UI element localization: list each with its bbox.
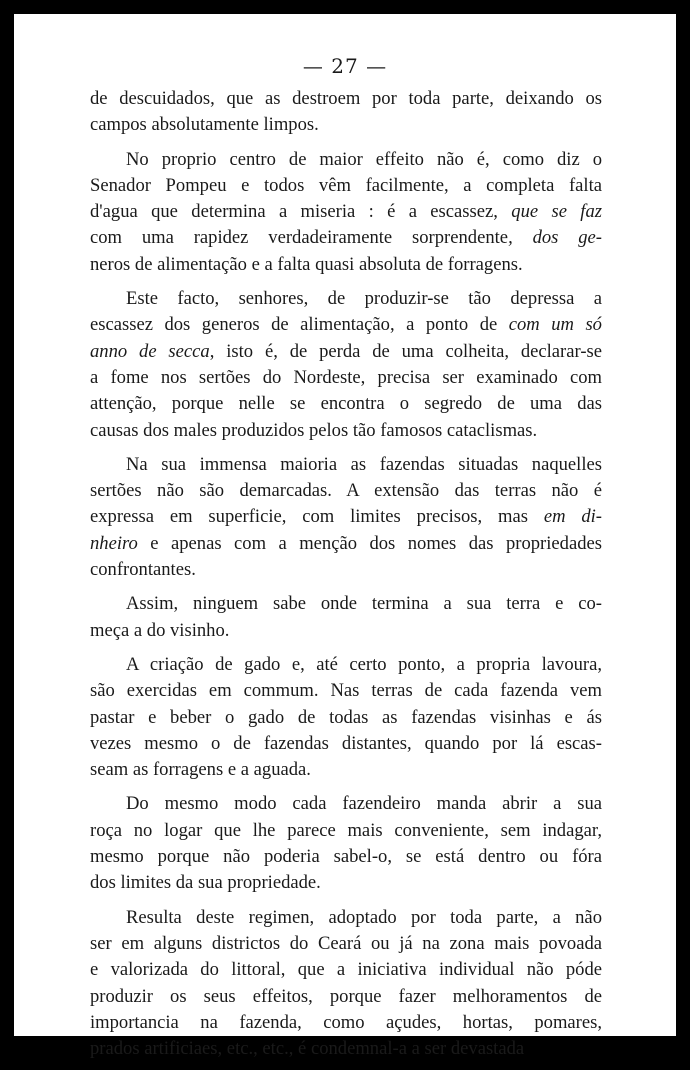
text-line [90, 531, 602, 557]
text-line [90, 652, 602, 678]
page-number: — 27 — [302, 54, 388, 78]
text-line [90, 618, 602, 644]
text-segment: A criação de gado e, até certo ponto, a propria lavoura, [126, 653, 602, 675]
text-segment: confrontantes. [90, 559, 196, 581]
text-line [90, 252, 602, 278]
text-segment: dos limites da sua propriedade. [90, 872, 321, 894]
text-segment: sertões não são demarcadas. A extensão das terras não é [90, 480, 602, 502]
text-line [90, 312, 602, 338]
text-segment: de descuidados, que as destroem por toda parte, deixando os [90, 88, 602, 109]
text-line [90, 199, 602, 225]
text-line [90, 757, 602, 783]
italic-text: que se faz [511, 201, 602, 223]
text-segment: Este facto, senhores, de produzir-se tão depressa a [126, 288, 602, 310]
text-segment: vezes mesmo o de fazendas distantes, quando por lá escas- [90, 732, 602, 754]
text-segment: com uma rapidez verdadeiramente sorprendente [90, 227, 509, 249]
paragraph [90, 791, 602, 896]
text-segment: e valorizada do littoral, que a iniciativa individual não póde [90, 959, 602, 981]
text-segment: produzir os seus effeitos, porque fazer melhoramentos de [90, 985, 602, 1007]
text-line [90, 112, 602, 138]
text-line [90, 818, 602, 844]
text-line [90, 791, 602, 817]
text-segment: Resulta deste regimen, adoptado por toda parte, a não [126, 906, 602, 928]
text-segment: a fome nos sertões do Nordeste, precisa ser examinado com [90, 366, 602, 388]
text-line [90, 844, 602, 870]
text-segment: campos absolutamente limpos. [90, 114, 319, 136]
italic-text: , dos ge- [508, 227, 602, 249]
text-line [90, 173, 602, 199]
text-segment: escassez dos generos de alimentação, a ponto de [90, 314, 509, 336]
text-segment: seam as forragens e a aguada. [90, 759, 311, 781]
text-line [90, 984, 602, 1010]
text-segment: Do mesmo modo cada fazendeiro manda abrir a sua [126, 793, 602, 815]
italic-text: nheiro [90, 532, 138, 554]
text-segment: attenção, porque nelle se encontra o segredo de uma das [90, 393, 602, 415]
text-segment: e apenas com a menção dos nomes das propriedades [137, 532, 602, 554]
text-line [90, 731, 602, 757]
text-line [90, 225, 602, 251]
text-line [90, 418, 602, 444]
paragraph [90, 591, 602, 644]
paragraph [90, 905, 602, 1063]
text-segment: Na sua immensa maioria as fazendas situadas naquelles [126, 453, 602, 475]
text-line [90, 286, 602, 312]
text-segment: causas dos males produzidos pelos tão famosos cataclismas. [90, 419, 538, 441]
text-line [90, 86, 602, 112]
italic-text: anno de secca [90, 340, 210, 362]
body-text [90, 86, 602, 1070]
text-segment: pastar e beber o gado de todas as fazendas visinhas e ás [90, 706, 602, 728]
text-segment: d'agua que determina a miseria : é a escassez, [90, 201, 512, 223]
text-line [90, 591, 602, 617]
text-segment: prados artificiaes, etc., etc., é condemnal-a a ser devastada [90, 1038, 525, 1060]
paragraph [90, 286, 602, 444]
paragraph [90, 86, 602, 139]
text-line [90, 905, 602, 931]
text-line [90, 557, 602, 583]
text-line [90, 931, 602, 957]
text-line [90, 1010, 602, 1036]
text-line [90, 678, 602, 704]
paragraph [90, 147, 602, 278]
text-segment: expressa em superficie, com limites precisos, mas [90, 506, 544, 528]
text-line [90, 391, 602, 417]
text-segment: , isto é, de perda de uma colheita, declarar-se [209, 340, 603, 362]
italic-text: em di- [543, 506, 602, 528]
text-line [90, 339, 602, 365]
text-segment: neros de alimentação e a falta quasi absoluta de forragens. [90, 253, 523, 275]
paragraph [90, 452, 602, 583]
text-line [90, 478, 602, 504]
text-segment: importancia na fazenda, como açudes, hortas, pomares, [90, 1011, 602, 1033]
text-segment: meça a do visinho. [90, 619, 230, 641]
text-segment: ser em alguns districtos do Ceará ou já na zona mais povoada [90, 932, 602, 954]
text-segment: são exercidas em commum. Nas terras de cada fazenda vem [90, 680, 602, 702]
text-line [90, 365, 602, 391]
text-line [90, 870, 602, 896]
text-segment: mesmo porque não poderia sabel-o, se está dentro ou fóra [90, 846, 602, 868]
text-segment: roça no logar que lhe parece mais conveniente, sem indagar, [90, 819, 602, 841]
text-line [90, 452, 602, 478]
text-line [90, 147, 602, 173]
text-segment: Assim, ninguem sabe onde termina a sua terra e co- [126, 593, 602, 615]
text-segment: Senador Pompeu e todos vêm facilmente, a completa falta [90, 174, 602, 196]
paragraph [90, 652, 602, 783]
text-line [90, 504, 602, 530]
italic-text: com um só [508, 314, 602, 336]
text-line [90, 1036, 602, 1062]
text-line [90, 705, 602, 731]
book-page [14, 14, 676, 1060]
text-segment: No proprio centro de maior effeito não é, como diz o [126, 148, 602, 170]
text-line [90, 957, 602, 983]
